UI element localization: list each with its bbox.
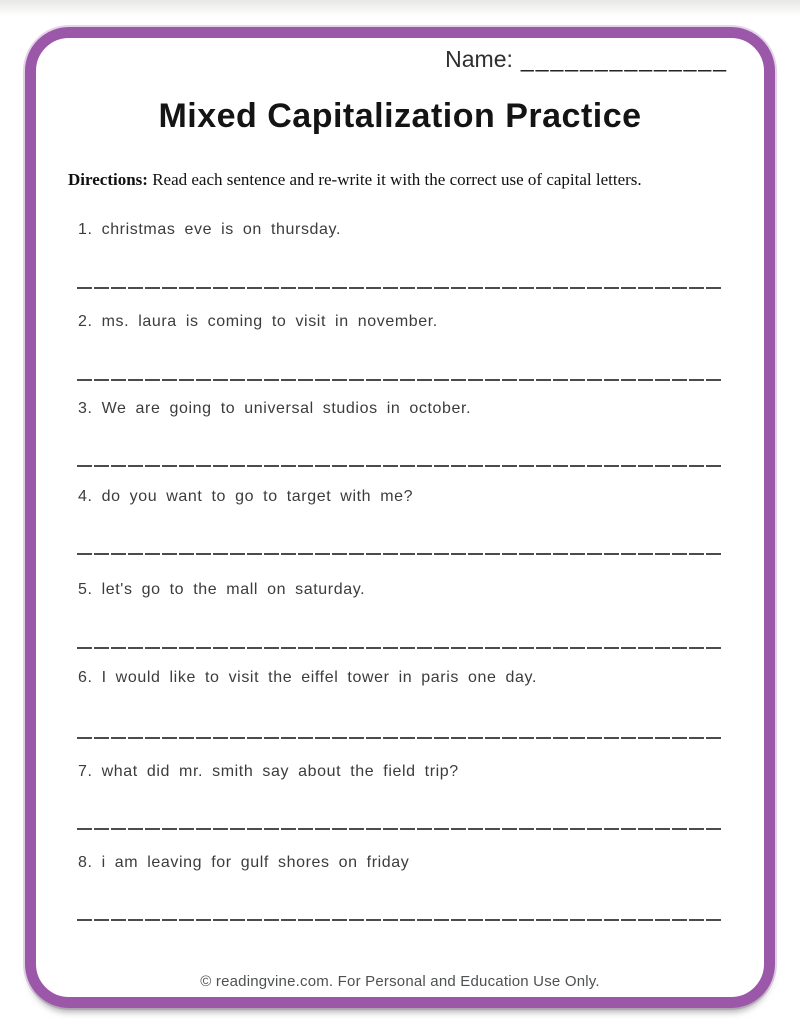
question-item-7: 7. what did mr. smith say about the field trip? (78, 763, 459, 780)
directions-label: Directions: (68, 170, 148, 189)
question-item-5: 5. let's go to the mall on saturday. (78, 581, 366, 598)
name-blank-line: ______________ (520, 46, 728, 72)
answer-line-1 (77, 287, 721, 289)
directions (68, 170, 732, 190)
question-item-1: 1. christmas eve is on thursday. (78, 221, 341, 238)
question-item-3: 3. We are going to universal studios in october. (78, 400, 472, 417)
page-title: Mixed Capitalization Practice (158, 97, 642, 135)
answer-line-4 (77, 553, 721, 555)
footer-copyright: © readingvine.com. For Personal and Education Use Only. (200, 973, 600, 990)
directions-text: Read each sentence and re-write it with the correct use of capital letters. (147, 170, 642, 189)
answer-line-6 (77, 737, 721, 739)
name-row (445, 46, 728, 73)
question-item-8: 8. i am leaving for gulf shores on friday (78, 854, 410, 871)
question-item-6: 6. I would like to visit the eiffel tower in paris one day. (78, 669, 538, 686)
answer-line-3 (77, 465, 721, 467)
name-label: Name: (445, 46, 513, 72)
answer-line-2 (77, 379, 721, 381)
answer-line-8 (77, 919, 721, 921)
question-item-2: 2. ms. laura is coming to visit in november. (78, 313, 438, 330)
answer-line-7 (77, 828, 721, 830)
answer-line-5 (77, 647, 721, 649)
question-item-4: 4. do you want to go to target with me? (78, 488, 414, 505)
